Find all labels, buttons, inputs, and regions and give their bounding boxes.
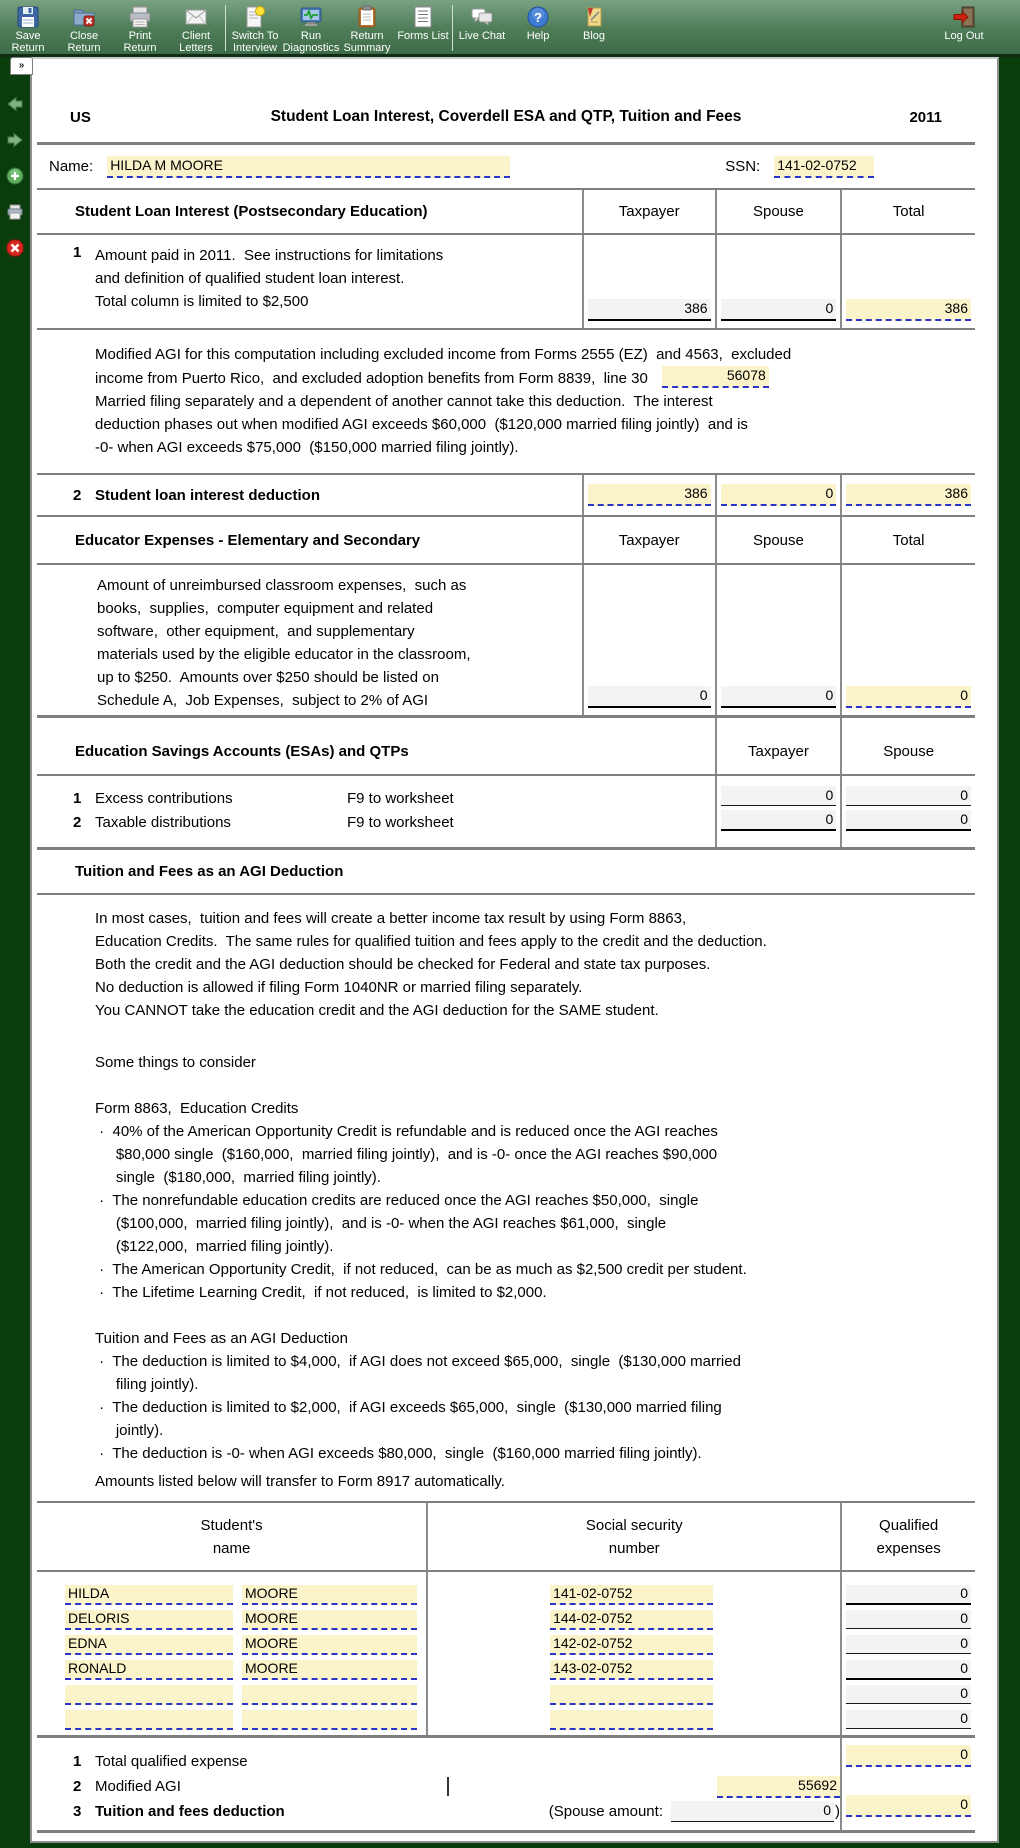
qualified-expense-field[interactable]: 0 <box>846 1685 971 1704</box>
educator-total-field[interactable]: 0 <box>846 686 971 708</box>
close-folder-icon <box>71 3 97 30</box>
blog-scroll-icon <box>581 3 607 30</box>
line-number: 1 <box>73 1753 82 1770</box>
tax-year-label: 2011 <box>909 109 942 126</box>
close-return-button[interactable]: Close Return <box>56 3 112 54</box>
qualified-expense-field[interactable]: 0 <box>846 1635 971 1654</box>
spouse-amount-close-paren: ) <box>835 1803 840 1820</box>
print-form-icon[interactable] <box>6 203 24 226</box>
student-first-name-field[interactable]: DELORIS <box>65 1610 233 1630</box>
student-row <box>65 1710 426 1735</box>
total-qualified-expense-field[interactable]: 0 <box>846 1745 971 1767</box>
loan-interest-paid-spouse-field[interactable]: 0 <box>721 299 837 321</box>
switch-to-interview-button[interactable]: Switch To Interview <box>227 3 283 54</box>
agi-note-line: Modified AGI for this computation including excluded income from Forms 2555 (EZ) and 4563, excluded <box>95 346 792 363</box>
column-header-taxpayer: Taxpayer <box>582 517 715 563</box>
column-header-total: Total <box>840 517 975 563</box>
envelope-icon <box>183 3 209 30</box>
modified-agi-label: Modified AGI <box>95 1778 181 1795</box>
student-ssn-field[interactable]: 144-02-0752 <box>550 1610 713 1630</box>
name-ssn-row <box>37 145 975 190</box>
student-ssn-field[interactable] <box>550 1710 713 1730</box>
f9-hint: F9 to worksheet <box>347 813 454 831</box>
educator-description: Amount of unreimbursed classroom expenses, such as books, supplies, computer equipment and related software, other equipment, and supplementary materials used by the eligible educator in the classroom, up to $250. Amounts over $250 should be listed on Schedule A, Job Expenses, subject to 2% of AGI <box>97 577 471 709</box>
deduction-label: Student loan interest deduction <box>95 486 321 504</box>
agi-deduction-bullets: · The deduction is limited to $4,000, if AGI does not exceed $65,000, single ($130,000 married filing jointly). · The deduction is limited to $2,000, if AGI exceeds $65,000, single ($130,000 married filing jointly). · The deduction is -0- when AGI exceeds $80,000, single ($160,000 married filing jointly). <box>95 1353 741 1462</box>
esa-row-label: Taxable distributions <box>95 813 231 831</box>
student-last-name-field[interactable]: MOORE <box>242 1610 417 1630</box>
tax-form-page <box>30 57 999 1843</box>
loan-deduction-taxpayer-field[interactable]: 386 <box>588 484 711 506</box>
save-return-button[interactable]: Save Return <box>0 3 56 54</box>
line-number: 1 <box>73 789 82 807</box>
column-header-ssn: Social security number <box>426 1503 840 1570</box>
educator-spouse-field[interactable]: 0 <box>721 686 837 708</box>
interview-page-icon <box>242 3 268 30</box>
modified-agi-note <box>37 330 975 473</box>
line-number: 2 <box>73 486 82 504</box>
student-loan-section-header <box>37 190 975 235</box>
forms-list-button[interactable]: Forms List <box>395 3 451 42</box>
save-icon <box>15 3 41 30</box>
taxable-distributions-spouse-field[interactable]: 0 <box>846 810 971 831</box>
student-ssn-field[interactable]: 143-02-0752 <box>550 1660 713 1680</box>
f9-hint: F9 to worksheet <box>347 789 454 807</box>
student-row <box>65 1585 426 1610</box>
excess-contributions-spouse-field[interactable]: 0 <box>846 786 971 806</box>
tuition-section-header <box>37 850 975 895</box>
student-first-name-field[interactable]: EDNA <box>65 1635 233 1655</box>
student-last-name-field[interactable]: MOORE <box>242 1585 417 1605</box>
text-cursor <box>447 1777 449 1796</box>
line-number: 1 <box>73 244 82 261</box>
form8863-heading: Form 8863, Education Credits <box>95 1100 299 1117</box>
transfer-note: Amounts listed below will transfer to Form 8917 automatically. <box>95 1473 505 1490</box>
form-navigation-sidebar <box>2 95 28 275</box>
diagnostics-monitor-icon <box>298 3 324 30</box>
loan-deduction-total-field[interactable]: 386 <box>846 484 971 506</box>
student-first-name-field[interactable] <box>65 1685 233 1705</box>
educator-taxpayer-field[interactable]: 0 <box>588 686 711 708</box>
line-number: 2 <box>73 1778 82 1795</box>
forms-list-icon <box>410 3 436 30</box>
student-row <box>65 1635 426 1660</box>
student-loan-deduction-row <box>37 473 975 517</box>
educator-section-header <box>37 517 975 565</box>
modified-agi-field[interactable]: 56078 <box>662 366 769 388</box>
blog-button[interactable]: Blog <box>566 3 622 42</box>
tuition-info-text <box>37 895 975 1503</box>
qualified-expense-field[interactable]: 0 <box>846 1710 971 1729</box>
taxable-distributions-taxpayer-field[interactable]: 0 <box>721 810 837 831</box>
student-last-name-field[interactable]: MOORE <box>242 1635 417 1655</box>
name-label: Name: <box>49 158 94 175</box>
column-header-spouse: Spouse <box>715 517 841 563</box>
spouse-amount-label: (Spouse amount: <box>548 1803 663 1820</box>
section-heading: Student Loan Interest (Postsecondary Education) <box>75 203 428 220</box>
ssn-label: SSN: <box>725 158 761 175</box>
column-header-spouse: Spouse <box>840 718 975 774</box>
student-table-header <box>37 1503 975 1572</box>
column-header-spouse: Spouse <box>715 190 841 233</box>
loan-interest-paid-taxpayer-field[interactable]: 386 <box>588 299 711 321</box>
student-row <box>65 1685 426 1710</box>
next-form-arrow-icon[interactable] <box>6 131 24 154</box>
clipboard-icon <box>354 3 380 30</box>
esa-row-label: Excess contributions <box>95 789 233 807</box>
column-header-student-name: Student's name <box>200 1516 263 1557</box>
jurisdiction-label: US <box>70 109 91 126</box>
agi-deduction-heading: Tuition and Fees as an AGI Deduction <box>95 1330 348 1347</box>
qualified-expense-field[interactable]: 0 <box>846 1585 971 1605</box>
chat-bubbles-icon <box>469 3 495 30</box>
add-form-icon[interactable] <box>6 167 24 190</box>
svg-text:?: ? <box>534 9 542 25</box>
line-number: 2 <box>73 813 82 831</box>
previous-form-arrow-icon[interactable] <box>6 95 24 118</box>
print-return-button[interactable]: Print Return <box>112 3 168 54</box>
spouse-amount-field[interactable]: 0 <box>671 1801 834 1822</box>
modified-agi-row <box>37 1774 840 1799</box>
live-chat-button[interactable]: Live Chat <box>454 3 510 42</box>
log-out-door-icon <box>951 3 977 30</box>
tuition-intro-paragraph: In most cases, tuition and fees will create a better income tax result by using Form 8863, Education Credits. The same rules for qualified tuition and fees apply to the credit and the deduction. Both the credit and the AGI deduction should be checked for Federal and state tax purposes. No deduction is allowed if filing Form 1040NR or married filing separately. You CANNOT take the education credit and the AGI deduction for the SAME student. <box>95 910 767 1019</box>
tuition-fees-deduction-label: Tuition and fees deduction <box>95 1803 285 1820</box>
tuition-fees-deduction-field[interactable]: 0 <box>846 1795 971 1817</box>
student-row <box>65 1610 426 1635</box>
student-loan-line1-row <box>37 235 975 330</box>
student-last-name-field[interactable] <box>242 1685 417 1705</box>
student-ssn-field[interactable]: 141-02-0752 <box>550 1585 713 1605</box>
student-last-name-field[interactable] <box>242 1710 417 1730</box>
column-header-qualified-expenses: Qualified expenses <box>840 1503 975 1570</box>
agi-note-rest: Married filing separately and a dependent of another cannot take this deduction. The interest deduction phases out when modified AGI exceeds $60,000 ($120,000 married filing jointly) and is -0- when AGI exceeds $75,000 ($150,000 married filing jointly). <box>95 393 748 456</box>
section-heading: Education Savings Accounts (ESAs) and QTPs <box>75 742 409 760</box>
section-heading: Tuition and Fees as an AGI Deduction <box>75 863 344 880</box>
help-icon <box>525 3 551 30</box>
taxpayer-ssn-field[interactable]: 141-02-0752 <box>774 156 874 178</box>
form-title-block <box>37 59 975 145</box>
tuition-fees-deduction-row <box>37 1799 840 1824</box>
form-title: Student Loan Interest, Coverdell ESA and QTP, Tuition and Fees <box>270 108 742 125</box>
line-number: 3 <box>73 1803 82 1820</box>
totals-section <box>37 1738 975 1833</box>
return-summary-button[interactable]: Return Summary <box>339 3 395 54</box>
agi-note-line: income from Puerto Rico, and excluded adoption benefits from Form 8839, line 30 <box>95 370 648 387</box>
student-table-body <box>37 1572 975 1738</box>
modified-agi-total-field[interactable]: 55692 <box>717 1776 840 1798</box>
main-toolbar <box>0 0 1020 57</box>
student-last-name-field[interactable]: MOORE <box>242 1660 417 1680</box>
client-letters-button[interactable]: Client Letters <box>168 3 224 54</box>
column-header-taxpayer: Taxpayer <box>582 190 715 233</box>
printer-icon <box>127 3 153 30</box>
log-out-button[interactable]: Log Out <box>936 3 992 42</box>
total-qualified-expense-row <box>37 1749 840 1774</box>
taxpayer-name-field[interactable]: HILDA M MOORE <box>107 156 510 178</box>
line1-description: Amount paid in 2011. See instructions for limitations and definition of qualified student loan interest. Total column is limited to $2,500 <box>95 247 444 310</box>
column-header-total: Total <box>840 190 975 233</box>
run-diagnostics-button[interactable]: Run Diagnostics <box>283 3 339 54</box>
form8863-bullets: · 40% of the American Opportunity Credit is refundable and is reduced once the AGI reaches $80,000 single ($160,000, married filing jointly), and is -0- once the AGI reaches $90,000 single ($180,000, married filing jointly). · The nonrefundable education credits are reduced once the AGI reaches $50,000, single ($100,000, married filing jointly), and is -0- when the AGI reaches $61,000, single ($122,000, married filing jointly). · The American Opportunity Credit, if not reduced, can be as much as $2,500 credit per student. · The Lifetime Learning Credit, if not reduced, is limited to $2,000. <box>95 1123 747 1301</box>
educator-expenses-row <box>37 565 975 718</box>
esa-rows <box>37 776 975 850</box>
excess-contributions-taxpayer-field[interactable]: 0 <box>721 786 837 806</box>
toolbar-separator <box>452 5 453 51</box>
delete-form-icon[interactable] <box>6 239 24 262</box>
esa-section-header <box>37 718 975 776</box>
qualified-expense-field[interactable]: 0 <box>846 1610 971 1629</box>
qualified-expense-field[interactable]: 0 <box>846 1660 971 1680</box>
student-first-name-field[interactable] <box>65 1710 233 1730</box>
student-first-name-field[interactable]: HILDA <box>65 1585 233 1605</box>
student-row <box>65 1660 426 1685</box>
student-first-name-field[interactable]: RONALD <box>65 1660 233 1680</box>
toolbar-separator <box>225 5 226 51</box>
column-header-taxpayer: Taxpayer <box>715 718 841 774</box>
loan-interest-paid-total-field[interactable]: 386 <box>846 299 971 321</box>
help-button[interactable]: ? Help <box>510 3 566 42</box>
student-ssn-field[interactable] <box>550 1685 713 1705</box>
expand-panel-tab[interactable]: » <box>10 57 33 75</box>
consider-heading: Some things to consider <box>95 1054 256 1071</box>
loan-deduction-spouse-field[interactable]: 0 <box>721 484 837 506</box>
total-qualified-expense-label: Total qualified expense <box>95 1753 248 1770</box>
workspace <box>0 57 1020 1845</box>
student-ssn-field[interactable]: 142-02-0752 <box>550 1635 713 1655</box>
section-heading: Educator Expenses - Elementary and Secondary <box>75 531 421 549</box>
